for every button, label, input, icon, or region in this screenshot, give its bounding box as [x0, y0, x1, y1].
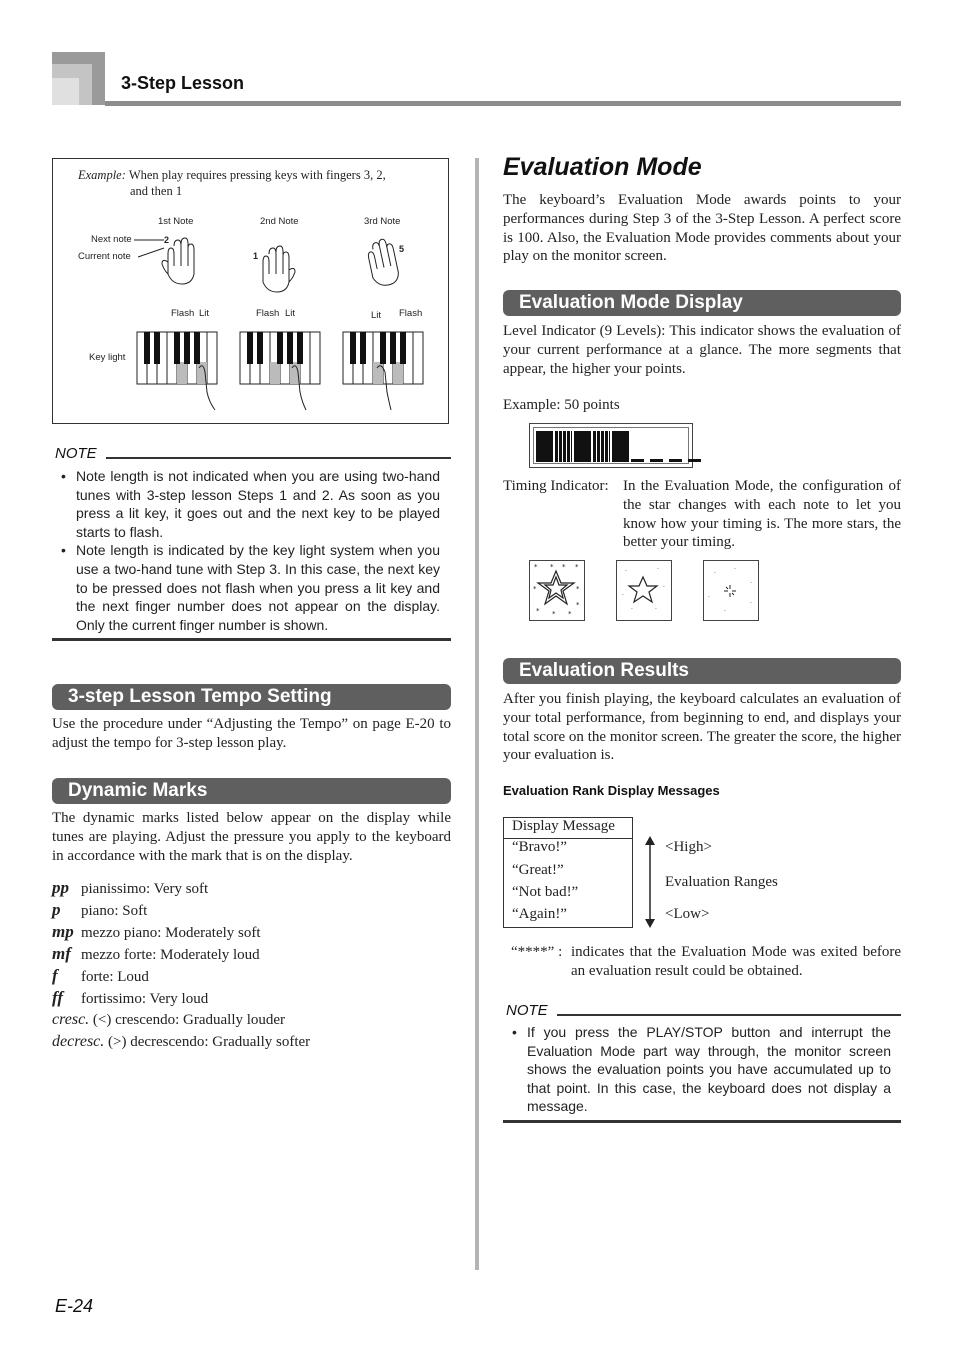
key-state-label: Lit — [371, 310, 382, 321]
note-label-1: 1st Note — [158, 216, 194, 227]
note-end-rule — [52, 638, 451, 641]
star-icon — [704, 561, 757, 619]
key-state-label: Lit — [285, 308, 296, 319]
cresc-sign: (<) — [92, 1012, 112, 1028]
page-header-title: 3-Step Lesson — [121, 73, 245, 93]
current-note-label: Current note — [78, 251, 131, 262]
dynamic-symbol: p — [52, 900, 61, 919]
svg-text:·: · — [724, 608, 726, 615]
svg-text:·: · — [663, 584, 665, 591]
svg-text:·: · — [657, 566, 659, 573]
range-arrow-icon — [643, 836, 657, 928]
svg-text:*: * — [534, 563, 538, 571]
level-segment-lit — [555, 431, 572, 462]
svg-text:·: · — [708, 594, 710, 601]
example-text: When play requires pressing keys with fingers 3, 2, — [128, 168, 386, 182]
finger-number: 5 — [399, 244, 405, 254]
timing-star-box — [529, 560, 585, 621]
timing-star-box — [703, 560, 759, 621]
note-list — [503, 1023, 891, 1116]
dynamic-symbol: ff — [52, 988, 64, 1007]
dynamic-mark-row — [52, 1031, 451, 1053]
asterisk-label: “****” : — [511, 944, 563, 960]
results-text: After you finish playing, the keyboard calculates an evaluation of your total performance, from beginning to end, and displays your total score on the monitor screen. The greater the score, the higher your evaluation is. — [503, 691, 901, 764]
rank-message: “Bravo!” — [512, 839, 567, 855]
cresc-symbol: cresc. — [52, 1011, 90, 1028]
rank-subheading: Evaluation Rank Display Messages — [503, 783, 720, 798]
svg-text:·: · — [714, 570, 716, 577]
evaluation-title: Evaluation Mode — [503, 153, 702, 181]
star-icon — [530, 561, 583, 619]
rank-ranges-label: Evaluation Ranges — [665, 874, 778, 890]
note-label-2: 2nd Note — [260, 216, 299, 227]
dynamic-text: piano: Soft — [81, 903, 148, 919]
dynamic-mark-row — [52, 965, 451, 987]
level-segment-lit — [593, 431, 610, 462]
rank-message: “Again!” — [512, 906, 567, 922]
svg-text:*: * — [576, 601, 580, 609]
svg-text:·: · — [622, 592, 624, 599]
finger-diagram — [52, 158, 449, 424]
svg-text:·: · — [750, 600, 752, 607]
cresc-text: crescendo: Gradually louder — [115, 1012, 286, 1028]
hand-1 — [162, 238, 194, 284]
rank-message: “Great!” — [512, 862, 564, 878]
svg-text:·: · — [750, 580, 752, 587]
svg-text:·: · — [734, 566, 736, 573]
svg-text:*: * — [552, 610, 556, 618]
svg-text:*: * — [562, 563, 566, 571]
section-heading-tempo: 3-step Lesson Tempo Setting — [52, 684, 451, 710]
level-segment-lit — [574, 431, 591, 462]
key-state-label: Flash — [256, 308, 280, 319]
decresc-symbol: decresc. — [52, 1033, 105, 1050]
evaluation-intro: The keyboard’s Evaluation Mode awards points to your performances during Step 3 of the 3-Step Lesson. A perfect score is 100. Also, the Evaluation Mode provides comments about your play on the monitor screen. — [503, 192, 901, 265]
svg-text:·: · — [655, 606, 657, 613]
section-heading-display: Evaluation Mode Display — [503, 290, 901, 316]
dynamic-text: mezzo piano: Moderately soft — [81, 925, 261, 941]
header-decor-square — [52, 78, 79, 105]
level-segment-unlit — [631, 459, 644, 462]
level-segment-lit — [536, 431, 553, 462]
page-number: E-24 — [55, 1296, 94, 1316]
dynamic-mark-row — [52, 1009, 451, 1031]
timing-star-box — [616, 560, 672, 621]
note-end-rule — [503, 1120, 901, 1123]
svg-text:*: * — [536, 607, 540, 615]
note-item: • Note length is not indicated when you are using two-hand tunes with 3-step lesson Steps 1 and 2. As soon as you press a lit key, it goes out and the next key to be played starts to flash. — [52, 467, 440, 541]
keyboard-1 — [137, 332, 217, 410]
dynamic-mark-row — [52, 987, 451, 1009]
svg-text:*: * — [550, 563, 554, 571]
finger-number: 1 — [253, 251, 259, 261]
level-segment-lit — [612, 431, 629, 462]
section-heading-dynamics: Dynamic Marks — [52, 778, 451, 804]
svg-text:*: * — [576, 585, 580, 593]
timing-label: Timing Indicator: — [503, 478, 609, 494]
key-state-label: Flash — [399, 308, 423, 319]
decresc-text: decrescendo: Gradually softer — [130, 1034, 311, 1050]
header-rule — [105, 101, 901, 106]
dynamic-symbol: mp — [52, 922, 74, 941]
dynamic-text: forte: Loud — [81, 969, 149, 985]
keyboard-2 — [240, 332, 320, 410]
rank-high-label: <High> — [665, 839, 712, 855]
column-divider — [475, 158, 479, 1270]
note-list — [52, 467, 440, 634]
example-label: Example: — [78, 168, 126, 182]
asterisk-text: indicates that the Evaluation Mode was exited before an evaluation result could be obtained. — [571, 944, 901, 979]
hand-3 — [365, 237, 400, 287]
key-light-label: Key light — [89, 352, 126, 363]
svg-text:·: · — [625, 568, 627, 575]
note-label: NOTE — [506, 1002, 548, 1019]
finger-number: 2 — [164, 235, 170, 245]
dynamic-text: pianissimo: Very soft — [81, 881, 209, 897]
keyboard-3 — [343, 332, 423, 410]
key-state-label: Lit — [199, 308, 210, 319]
dynamic-text: mezzo forte: Moderately loud — [81, 947, 260, 963]
dynamic-symbol: mf — [52, 944, 71, 963]
level-indicator-text: Level Indicator (9 Levels): This indicator shows the evaluation of your current performance at a glance. The more segments that appear, the higher your points. — [503, 323, 901, 377]
timing-text: In the Evaluation Mode, the configuration of the star changes with each note to let you know how your timing is. The more stars, the better your timing. — [623, 478, 901, 551]
dynamics-body: The dynamic marks listed below appear on the display while tunes are playing. Adjust the pressure you apply to the keyboard in accordance with the mark that is on the display. — [52, 810, 451, 864]
note-rule — [557, 1014, 901, 1016]
rank-message: “Not bad!” — [512, 884, 579, 900]
dynamic-mark-row — [52, 921, 451, 943]
level-segment-unlit — [688, 459, 701, 462]
note-item: • Note length is indicated by the key light system when you use a two-hand tune with Step 3. In this case, the next key to be pressed does not flash when you press a lit key and the next finger number does not appear on the display. Only the current finger number is shown. — [52, 541, 440, 634]
example-text-2: and then 1 — [130, 184, 183, 198]
dynamics-list — [52, 877, 451, 1053]
level-segment-unlit — [669, 459, 682, 462]
dynamic-symbol: f — [52, 966, 58, 985]
note-label: NOTE — [55, 445, 97, 462]
note-item: • If you press the PLAY/STOP button and interrupt the Evaluation Mode part way through, the monitor screen shows the evaluation points you have accumulated up to that point. In this case, the keyboard does not display a message. — [503, 1023, 891, 1116]
dynamic-mark-row — [52, 877, 451, 899]
svg-text:*: * — [575, 563, 579, 571]
key-state-label: Flash — [171, 308, 195, 319]
tempo-body: Use the procedure under “Adjusting the Tempo” on page E-20 to adjust the tempo for 3-step lesson play. — [52, 716, 451, 751]
dynamic-mark-row — [52, 943, 451, 965]
decresc-sign: (>) — [108, 1034, 127, 1050]
star-icon — [617, 561, 670, 619]
hand-2 — [263, 246, 295, 292]
rank-low-label: <Low> — [665, 906, 710, 922]
example-points-text: Example: 50 points — [503, 397, 620, 413]
svg-text:·: · — [631, 606, 633, 613]
dynamic-mark-row — [52, 899, 451, 921]
svg-text:*: * — [568, 610, 572, 618]
note-label-3: 3rd Note — [364, 216, 401, 227]
leader-line — [138, 248, 164, 257]
svg-text:*: * — [533, 585, 537, 593]
dynamic-symbol: pp — [52, 878, 69, 897]
section-heading-results: Evaluation Results — [503, 658, 901, 684]
level-segment-unlit — [650, 459, 663, 462]
dynamic-text: fortissimo: Very loud — [81, 991, 209, 1007]
next-note-label: Next note — [91, 234, 132, 245]
rank-table-header: Display Message — [512, 818, 615, 834]
note-rule — [106, 457, 451, 459]
